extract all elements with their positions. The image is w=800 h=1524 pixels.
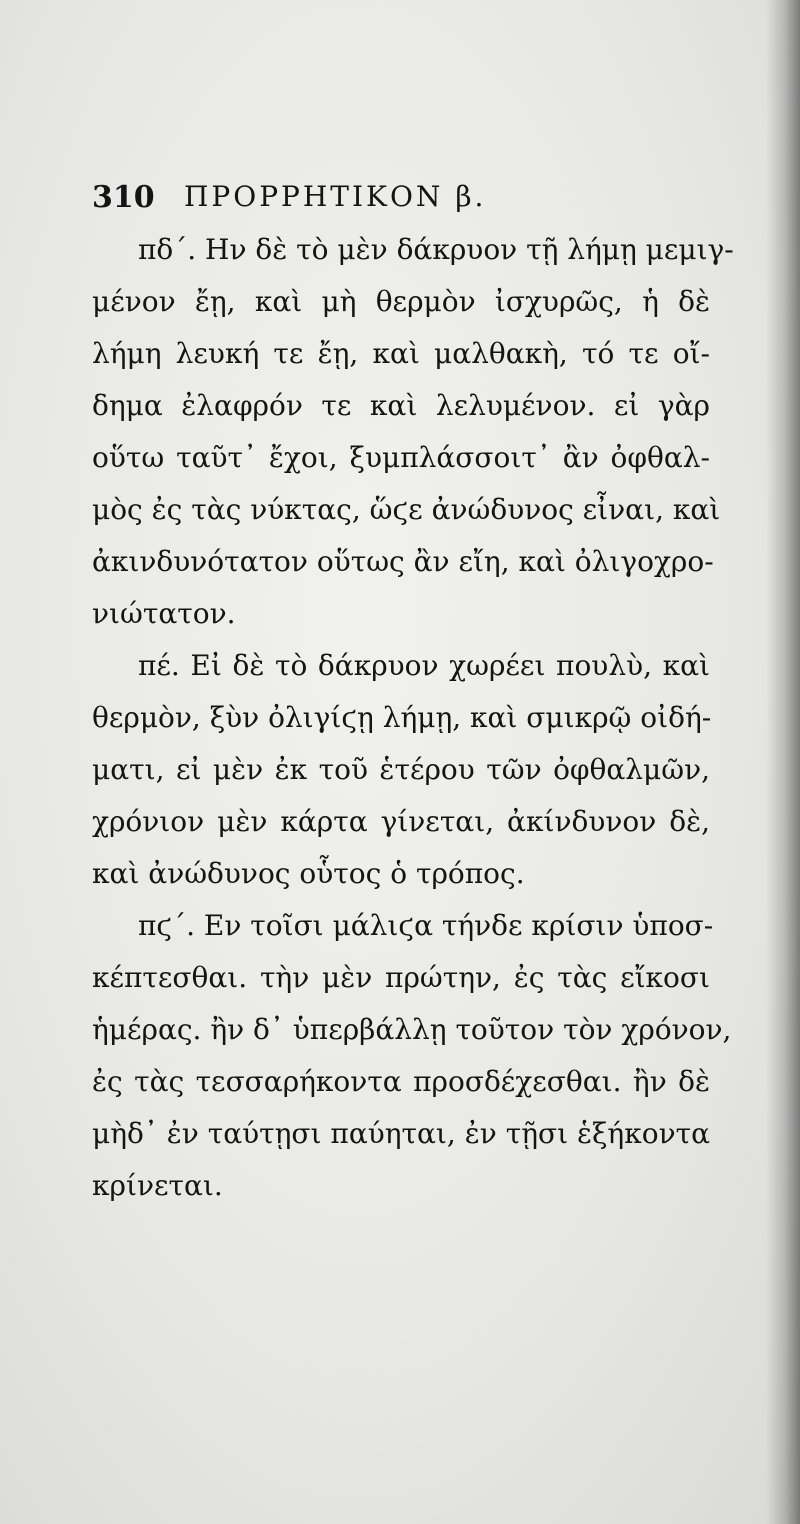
text-line: ἀκινδυνότατον οὕτως ἂν εἴη, καὶ ὀλιγοχρο- [92, 545, 714, 578]
text-line: μένον ἔῃ, καὶ μὴ θερμὸν ἰσχυρῶς, ἡ δὲ [92, 285, 710, 318]
text-line: ματι, εἰ μὲν ἐκ τοῦ ἑτέρου τῶν ὀφθαλμῶν, [92, 753, 710, 786]
text-line: νιώτατον. [92, 597, 236, 630]
text-line: οὕτω ταῦτ᾽ ἔχοι, ξυμπλάσσοιτ᾽ ἂν ὀφθαλ- [92, 441, 710, 474]
text-line: δημα ἐλαφρόν τε καὶ λελυμένον. εἰ γὰρ [92, 389, 710, 422]
text-line: καὶ ἀνώδυνος οὗτος ὁ τρόπος. [92, 857, 525, 890]
page-number: 310 [92, 180, 155, 215]
text-line: κέπτεσθαι. τὴν μὲν πρώτην, ἐς τὰς εἴκοσι [92, 961, 710, 994]
page-header [92, 180, 732, 216]
text-line: πδ΄. Ην δὲ τὸ μὲν δάκρυον τῇ λήμῃ μεμιγ- [138, 233, 734, 266]
text-line: χρόνιον μὲν κάρτα γίνεται, ἀκίνδυνον δὲ, [92, 805, 710, 838]
text-line: κρίνεται. [92, 1169, 223, 1202]
text-line: μὴδ᾽ ἐν ταύτῃσι παύηται, ἐν τῇσι ἑξήκοντα [92, 1117, 710, 1150]
text-line: πέ. Εἰ δὲ τὸ δάκρυον χωρέει πουλὺ, καὶ [138, 649, 710, 682]
text-line: θερμὸν, ξὺν ὀλιγίϛῃ λήμῃ, καὶ σμικρῷ οἰδή- [92, 701, 712, 734]
text-line: μὸς ἐς τὰς νύκτας, ὥϛε ἀνώδυνος εἶναι, καὶ [92, 493, 721, 526]
text-line: ἐς τὰς τεσσαρήκοντα προσδέχεσθαι. ἢν δὲ [92, 1065, 710, 1098]
text-line: ἡμέρας. ἢν δ᾽ ὑπερβάλλῃ τοῦτον τὸν χρόνον, [92, 1013, 732, 1046]
text-line: πϛ΄. Εν τοῖσι μάλιϛα τήνδε κρίσιν ὑποσ- [138, 909, 714, 942]
page-edge-shadow [766, 0, 800, 1524]
running-title: ΠΡΟΡΡΗΤΙΚΟΝ β. [184, 180, 487, 213]
text-line: λήμη λευκή τε ἔῃ, καὶ μαλθακὴ, τό τε οἴ- [92, 337, 710, 370]
